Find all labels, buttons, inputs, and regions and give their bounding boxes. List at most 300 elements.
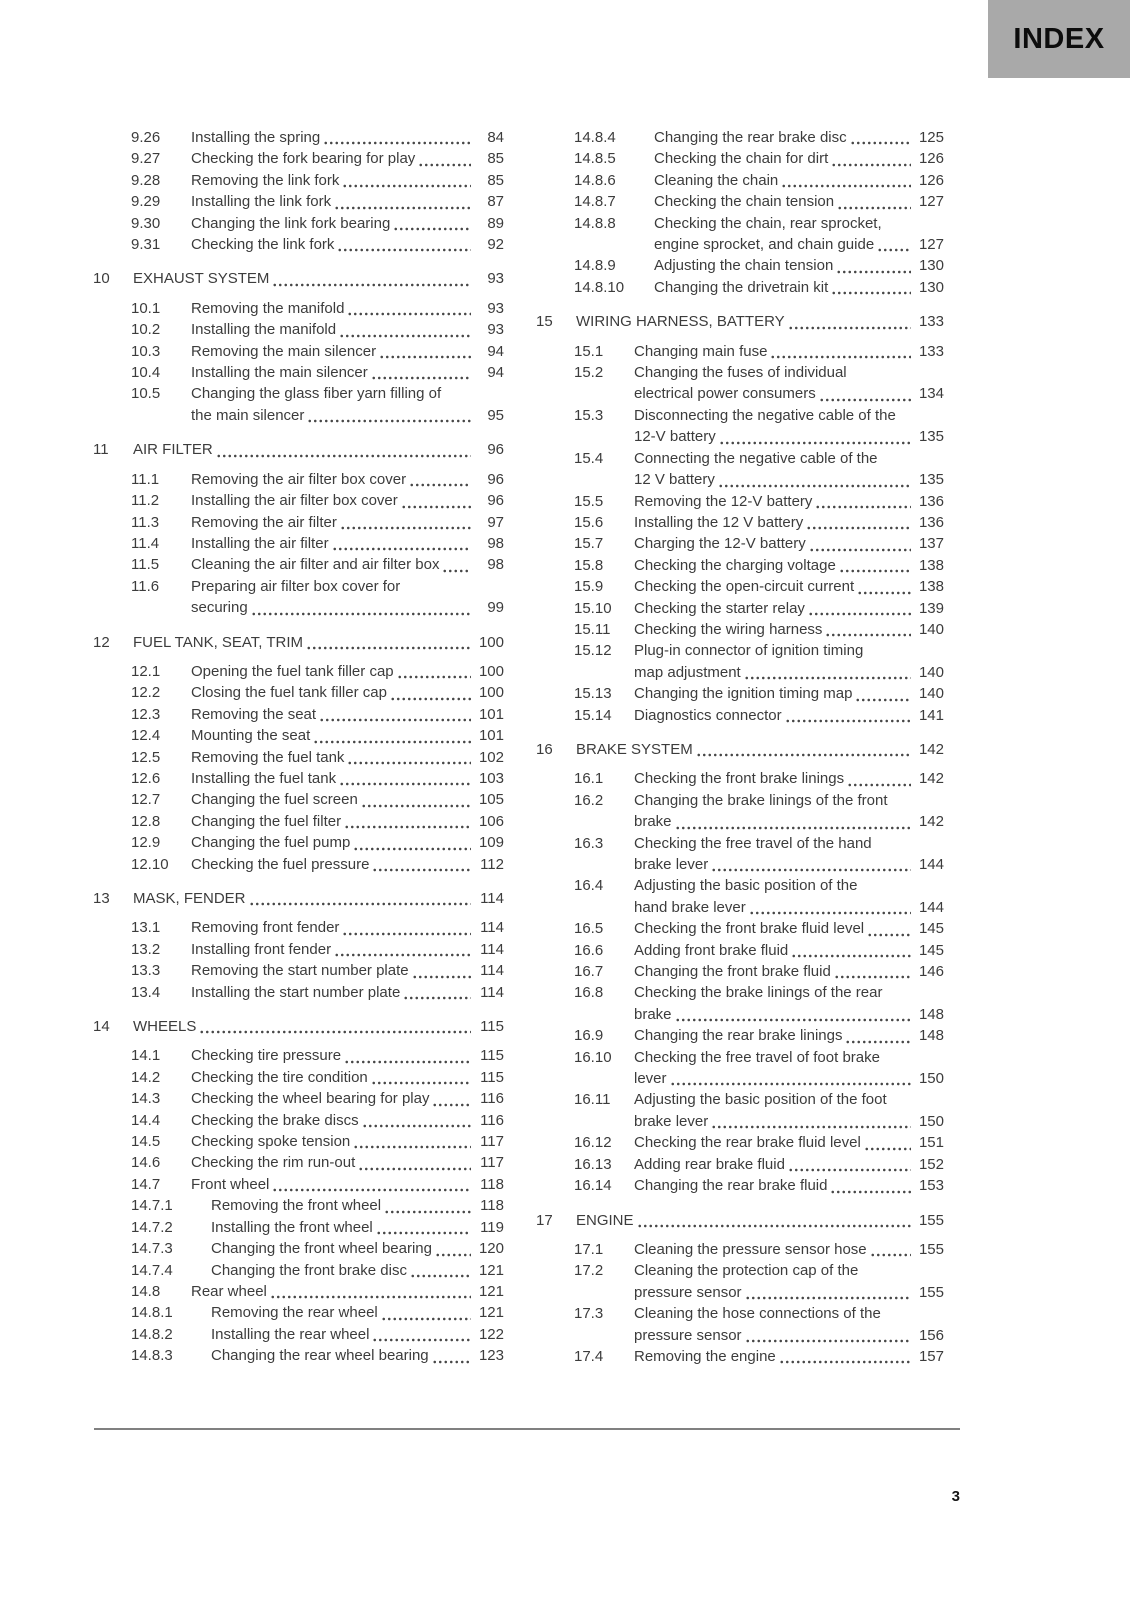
entry-title: Changing the fuel pump xyxy=(191,834,351,852)
toc-line xyxy=(93,1302,504,1323)
dot-leader xyxy=(696,753,911,757)
entry-title: Installing the air filter xyxy=(191,534,329,552)
entry-title: Installing the link fork xyxy=(191,193,332,211)
entry-page-number: 103 xyxy=(478,769,504,787)
toc-line xyxy=(93,1016,504,1037)
dot-leader xyxy=(637,1224,911,1228)
toc-section-12 xyxy=(93,632,504,653)
toc-line xyxy=(93,1174,504,1195)
toc-line xyxy=(536,1132,944,1153)
toc-entry-14.8.7 xyxy=(536,191,944,212)
entry-page-number: 142 xyxy=(918,740,944,758)
dot-leader xyxy=(867,933,911,937)
toc-line xyxy=(536,683,944,704)
dot-leader xyxy=(340,526,471,530)
entry-title: Adjusting the basic position of the foot xyxy=(634,1091,887,1109)
toc-line xyxy=(93,632,504,653)
toc-line xyxy=(536,875,944,896)
entry-number: 16.14 xyxy=(574,1177,612,1195)
entry-number: 16.13 xyxy=(574,1155,612,1173)
toc-line xyxy=(536,811,944,832)
dot-leader xyxy=(836,270,911,274)
entry-title: Checking the chain tension xyxy=(654,193,835,211)
entry-title: Checking the wiring harness xyxy=(634,620,823,638)
toc-line xyxy=(536,213,944,234)
dot-leader xyxy=(857,591,911,595)
entry-page-number: 100 xyxy=(478,633,504,651)
toc-line xyxy=(536,705,944,726)
entry-number: 16.6 xyxy=(574,941,604,959)
toc-line xyxy=(93,268,504,289)
toc-line xyxy=(536,854,944,875)
entry-title: Checking the chain for dirt xyxy=(654,150,829,168)
toc-entry-14.7 xyxy=(93,1174,504,1195)
entry-number: 13.3 xyxy=(131,962,161,980)
toc-line xyxy=(93,533,504,554)
toc-line xyxy=(93,1195,504,1216)
dot-leader xyxy=(339,782,471,786)
entry-number: 16 xyxy=(536,740,553,758)
entry-number: 10.5 xyxy=(131,385,161,403)
entry-title: Installing the rear wheel xyxy=(211,1325,370,1343)
toc-entry-15.12 xyxy=(536,640,944,683)
entry-page-number: 94 xyxy=(487,342,504,360)
entry-page-number: 112 xyxy=(480,855,504,873)
toc-line xyxy=(536,1175,944,1196)
entry-title: Cleaning the hose connections of the xyxy=(634,1305,881,1323)
toc-line xyxy=(93,405,504,426)
entry-number: 14.7.2 xyxy=(131,1218,173,1236)
toc-line xyxy=(93,341,504,362)
entry-page-number: 148 xyxy=(918,1005,944,1023)
entry-page-number: 93 xyxy=(487,321,504,339)
entry-number: 15.7 xyxy=(574,535,604,553)
dot-leader xyxy=(670,1082,911,1086)
entry-number: 12.5 xyxy=(131,748,161,766)
dot-leader xyxy=(809,548,911,552)
toc-line xyxy=(93,725,504,746)
dot-leader xyxy=(344,1060,471,1064)
toc-line xyxy=(536,982,944,1003)
toc-column-right xyxy=(536,127,944,1367)
dot-leader xyxy=(379,355,471,359)
entry-number: 13 xyxy=(93,890,110,907)
entry-title: Installing the manifold xyxy=(191,321,337,339)
toc-entry-11.2 xyxy=(93,490,504,511)
toc-entry-12.6 xyxy=(93,768,504,789)
dot-leader xyxy=(272,1188,471,1192)
entry-number: 12.9 xyxy=(131,834,161,852)
toc-line xyxy=(93,1152,504,1173)
entry-page-number: 134 xyxy=(918,385,944,403)
entry-title: Removing the air filter xyxy=(191,513,337,531)
entry-page-number: 85 xyxy=(487,150,504,168)
entry-page-number: 153 xyxy=(918,1177,944,1195)
toc-line xyxy=(93,1281,504,1302)
toc-entry-10.1 xyxy=(93,298,504,319)
entry-number: 13.2 xyxy=(131,940,161,958)
entry-number: 14.3 xyxy=(131,1090,161,1108)
toc-line xyxy=(536,148,944,169)
toc-entry-10.4 xyxy=(93,362,504,383)
entry-number: 14.8.1 xyxy=(131,1304,173,1322)
toc-line xyxy=(536,255,944,276)
entry-title: engine sprocket, and chain guide xyxy=(654,236,875,254)
toc-entry-9.27 xyxy=(93,148,504,169)
entry-page-number: 89 xyxy=(487,214,504,232)
toc-entry-14.6 xyxy=(93,1152,504,1173)
entry-title: pressure sensor xyxy=(634,1283,742,1301)
dot-leader xyxy=(371,376,471,380)
entry-page-number: 142 xyxy=(918,770,944,788)
toc-entry-16.14 xyxy=(536,1175,944,1196)
toc-line xyxy=(536,1303,944,1324)
entry-number: 16.10 xyxy=(574,1048,612,1066)
entry-page-number: 92 xyxy=(487,236,504,254)
toc-entry-12.9 xyxy=(93,832,504,853)
toc-line xyxy=(536,1282,944,1303)
entry-title: Installing the spring xyxy=(191,129,321,146)
entry-number: 16.12 xyxy=(574,1134,612,1152)
toc-entry-15.8 xyxy=(536,555,944,576)
entry-page-number: 121 xyxy=(478,1304,504,1322)
toc-line xyxy=(536,833,944,854)
toc-entry-14.5 xyxy=(93,1131,504,1152)
dot-leader xyxy=(781,184,911,188)
entry-page-number: 120 xyxy=(478,1240,504,1258)
toc-section-11 xyxy=(93,439,504,460)
toc-line xyxy=(93,661,504,682)
dot-leader xyxy=(342,932,471,936)
dot-leader xyxy=(719,441,911,445)
toc-column-left xyxy=(93,127,504,1367)
entry-title: Opening the fuel tank filler cap xyxy=(191,662,394,680)
toc-line xyxy=(536,1004,944,1025)
toc-entry-9.30 xyxy=(93,213,504,234)
dot-leader xyxy=(788,326,911,330)
toc-line xyxy=(536,640,944,661)
entry-page-number: 155 xyxy=(918,1240,944,1258)
toc-entry-16.6 xyxy=(536,940,944,961)
entry-page-number: 136 xyxy=(918,513,944,531)
dot-leader xyxy=(397,675,471,679)
toc-section-14 xyxy=(93,1016,504,1037)
entry-page-number: 140 xyxy=(918,620,944,638)
entry-title: Adding rear brake fluid xyxy=(634,1155,785,1173)
toc-entry-16.13 xyxy=(536,1154,944,1175)
toc-entry-14.7.2 xyxy=(93,1217,504,1238)
entry-number: 14.8.8 xyxy=(574,214,616,232)
entry-title: Changing the front brake fluid xyxy=(634,963,831,981)
dot-leader xyxy=(372,1338,471,1342)
toc-line xyxy=(536,191,944,212)
dot-leader xyxy=(711,1125,911,1129)
entry-page-number: 114 xyxy=(480,919,504,937)
entry-page-number: 137 xyxy=(918,535,944,553)
toc-entry-14.8.10 xyxy=(536,277,944,298)
entry-page-number: 144 xyxy=(918,856,944,873)
dot-leader xyxy=(307,419,471,423)
toc-line xyxy=(536,362,944,383)
entry-title: electrical power consumers xyxy=(634,385,816,403)
toc-entry-16.2 xyxy=(536,790,944,833)
entry-page-number: 115 xyxy=(480,1018,504,1036)
dot-leader xyxy=(353,847,471,851)
entry-number: 12.2 xyxy=(131,684,161,702)
entry-title: WHEELS xyxy=(133,1018,197,1036)
toc-line xyxy=(93,1238,504,1259)
entry-title: Changing the fuel screen xyxy=(191,791,358,809)
toc-line xyxy=(93,127,504,148)
toc-entry-11.4 xyxy=(93,533,504,554)
entry-number: 17.4 xyxy=(574,1347,604,1365)
entry-number: 16.4 xyxy=(574,877,604,895)
toc-line xyxy=(536,940,944,961)
toc-line xyxy=(93,597,504,618)
dot-leader xyxy=(372,868,471,872)
toc-entry-15.4 xyxy=(536,448,944,491)
toc-line xyxy=(536,426,944,447)
toc-entry-14.1 xyxy=(93,1045,504,1066)
entry-title: Changing the rear wheel bearing xyxy=(211,1347,429,1365)
toc-entry-13.2 xyxy=(93,939,504,960)
toc-entry-11.5 xyxy=(93,554,504,575)
entry-page-number: 119 xyxy=(480,1218,504,1236)
entry-title: brake xyxy=(634,813,672,831)
dot-leader xyxy=(779,1360,911,1364)
entry-number: 12.6 xyxy=(131,769,161,787)
toc-line xyxy=(93,768,504,789)
dot-leader xyxy=(334,953,471,957)
toc-line xyxy=(536,961,944,982)
entry-number: 12.3 xyxy=(131,705,161,723)
entry-number: 16.9 xyxy=(574,1027,604,1045)
entry-title: Changing main fuse xyxy=(634,342,768,360)
dot-leader xyxy=(249,902,471,906)
dot-leader xyxy=(216,454,471,458)
entry-title: Changing the rear brake disc xyxy=(654,129,847,146)
entry-title: Checking the front brake linings xyxy=(634,770,845,788)
toc-line xyxy=(536,512,944,533)
entry-page-number: 117 xyxy=(480,1154,504,1172)
entry-page-number: 96 xyxy=(487,441,504,459)
entry-number: 10.1 xyxy=(131,299,161,317)
toc-line xyxy=(536,1210,944,1231)
toc-line xyxy=(536,1025,944,1046)
toc-line xyxy=(93,1260,504,1281)
entry-page-number: 144 xyxy=(918,898,944,916)
entry-page-number: 117 xyxy=(480,1133,504,1151)
entry-number: 14.5 xyxy=(131,1133,161,1151)
entry-page-number: 136 xyxy=(918,492,944,510)
entry-number: 14.8 xyxy=(131,1282,161,1300)
entry-page-number: 148 xyxy=(918,1027,944,1045)
entry-title: pressure sensor xyxy=(634,1326,742,1344)
dot-leader xyxy=(306,646,471,650)
dot-leader xyxy=(409,483,471,487)
entry-number: 15.4 xyxy=(574,449,604,467)
toc-line xyxy=(536,405,944,426)
dot-leader xyxy=(675,1018,911,1022)
entry-title: Changing the drivetrain kit xyxy=(654,278,829,296)
entry-page-number: 139 xyxy=(918,599,944,617)
entry-title: Changing the fuses of individual xyxy=(634,364,847,382)
toc-line xyxy=(93,439,504,460)
toc-entry-15.9 xyxy=(536,576,944,597)
entry-title: Checking the starter relay xyxy=(634,599,805,617)
toc-entry-14.8 xyxy=(93,1281,504,1302)
dot-leader xyxy=(749,911,911,915)
entry-number: 14.7 xyxy=(131,1175,161,1193)
entry-title: Adding front brake fluid xyxy=(634,941,789,959)
entry-number: 9.30 xyxy=(131,214,161,232)
dot-leader xyxy=(362,1124,471,1128)
entry-number: 12.1 xyxy=(131,662,161,680)
entry-number: 12.10 xyxy=(131,855,169,873)
toc-entry-16.11 xyxy=(536,1089,944,1132)
entry-page-number: 97 xyxy=(487,513,504,531)
dot-leader xyxy=(319,718,471,722)
toc-line xyxy=(93,917,504,938)
toc-entry-12.10 xyxy=(93,854,504,875)
toc-line xyxy=(93,960,504,981)
entry-title: Checking tire pressure xyxy=(191,1047,342,1065)
toc-entry-15.6 xyxy=(536,512,944,533)
entry-page-number: 140 xyxy=(918,663,944,681)
toc-line xyxy=(93,854,504,875)
entry-title: securing xyxy=(191,599,248,617)
entry-page-number: 138 xyxy=(918,556,944,574)
toc-line xyxy=(93,1088,504,1109)
toc-line xyxy=(536,598,944,619)
entry-number: 9.26 xyxy=(131,129,161,146)
dot-leader xyxy=(384,1210,471,1214)
dot-leader xyxy=(718,484,911,488)
entry-title: Cleaning the protection cap of the xyxy=(634,1262,859,1280)
entry-title: Checking the fork bearing for play xyxy=(191,150,416,168)
toc-line xyxy=(93,747,504,768)
dot-leader xyxy=(390,697,471,701)
dot-leader xyxy=(332,547,471,551)
entry-number: 14.4 xyxy=(131,1111,161,1129)
entry-number: 9.27 xyxy=(131,150,161,168)
entry-title: Adjusting the chain tension xyxy=(654,257,834,275)
entry-page-number: 138 xyxy=(918,578,944,596)
toc-entry-15.14 xyxy=(536,705,944,726)
entry-number: 9.28 xyxy=(131,171,161,189)
toc-entry-16.7 xyxy=(536,961,944,982)
entry-number: 14.8.3 xyxy=(131,1347,173,1365)
toc-entry-14.7.3 xyxy=(93,1238,504,1259)
entry-number: 15.13 xyxy=(574,685,612,703)
toc-entry-11.1 xyxy=(93,469,504,490)
dot-leader xyxy=(376,1231,471,1235)
toc-line xyxy=(93,832,504,853)
dot-leader xyxy=(358,1167,471,1171)
entry-number: 14.8.6 xyxy=(574,171,616,189)
toc-line xyxy=(536,533,944,554)
toc-line xyxy=(93,512,504,533)
toc-section-10 xyxy=(93,268,504,289)
toc-line xyxy=(536,662,944,683)
entry-page-number: 127 xyxy=(918,193,944,211)
entry-title: Removing the 12-V battery xyxy=(634,492,813,510)
toc-line xyxy=(93,1217,504,1238)
entry-number: 14 xyxy=(93,1018,110,1036)
toc-line xyxy=(93,148,504,169)
entry-number: 15 xyxy=(536,313,553,331)
dot-leader xyxy=(830,1190,911,1194)
entry-page-number: 155 xyxy=(918,1283,944,1301)
entry-number: 14.2 xyxy=(131,1068,161,1086)
entry-page-number: 135 xyxy=(918,471,944,489)
entry-page-number: 118 xyxy=(480,1175,504,1193)
toc-entry-12.8 xyxy=(93,811,504,832)
entry-page-number: 93 xyxy=(487,270,504,288)
entry-number: 14.8.10 xyxy=(574,278,625,296)
entry-page-number: 121 xyxy=(478,1282,504,1300)
toc-entry-16.12 xyxy=(536,1132,944,1153)
dot-leader xyxy=(393,227,471,231)
entry-title: Changing the fuel filter xyxy=(191,812,342,830)
entry-title: 12-V battery xyxy=(634,428,716,446)
toc-line xyxy=(93,234,504,255)
toc-entry-15.13 xyxy=(536,683,944,704)
entry-title: Removing the fuel tank xyxy=(191,748,345,766)
entry-number: 17.1 xyxy=(574,1240,604,1258)
toc-line xyxy=(93,982,504,1003)
entry-page-number: 116 xyxy=(480,1090,504,1108)
entry-title: Checking the brake linings of the rear xyxy=(634,984,883,1002)
entry-title: 12 V battery xyxy=(634,471,715,489)
toc-entry-17.3 xyxy=(536,1303,944,1346)
dot-leader xyxy=(847,783,911,787)
toc-entry-15.10 xyxy=(536,598,944,619)
dot-leader xyxy=(806,526,911,530)
dot-leader xyxy=(864,1147,911,1151)
entry-title: Checking the link fork xyxy=(191,236,335,254)
toc-line xyxy=(536,469,944,490)
entry-page-number: 118 xyxy=(480,1197,504,1215)
toc-line xyxy=(93,383,504,404)
dot-leader xyxy=(834,975,911,979)
toc-entry-12.2 xyxy=(93,682,504,703)
dot-leader xyxy=(711,868,911,872)
entry-number: 14.7.1 xyxy=(131,1197,173,1215)
entry-title: Installing the 12 V battery xyxy=(634,513,804,531)
toc-line xyxy=(536,311,944,332)
toc-entry-16.4 xyxy=(536,875,944,918)
dot-leader xyxy=(770,355,911,359)
toc-entry-13.3 xyxy=(93,960,504,981)
entry-title: Installing the air filter box cover xyxy=(191,492,398,510)
entry-title: Diagnostics connector xyxy=(634,706,782,724)
toc-entry-11.6 xyxy=(93,576,504,619)
entry-number: 15.5 xyxy=(574,492,604,510)
entry-page-number: 94 xyxy=(487,364,504,382)
entry-title: Removing front fender xyxy=(191,919,340,937)
entry-title: ENGINE xyxy=(576,1211,634,1229)
toc-section-13 xyxy=(93,888,504,909)
toc-entry-15.11 xyxy=(536,619,944,640)
toc-line xyxy=(536,383,944,404)
entry-title: Installing the start number plate xyxy=(191,983,401,1001)
entry-title: FUEL TANK, SEAT, TRIM xyxy=(133,633,304,651)
toc-line xyxy=(536,1111,944,1132)
entry-number: 11.2 xyxy=(131,492,160,510)
entry-title: Disconnecting the negative cable of the xyxy=(634,406,896,424)
entry-title: Connecting the negative cable of the xyxy=(634,449,878,467)
